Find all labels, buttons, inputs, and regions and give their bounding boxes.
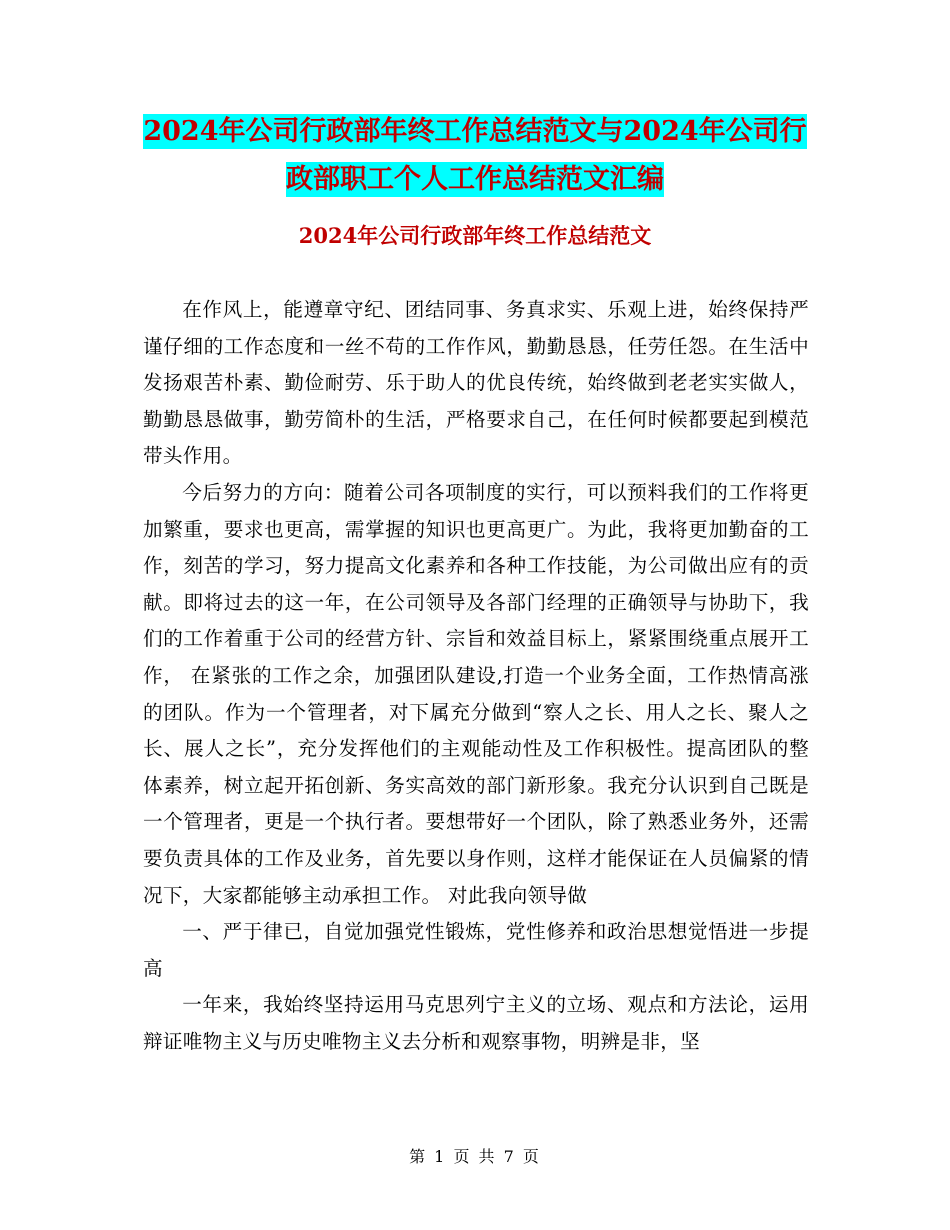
section-title: 2024年公司行政部年终工作总结范文 bbox=[298, 223, 652, 248]
main-title bbox=[140, 108, 810, 204]
paragraph: 一年来，我始终坚持运用马克思列宁主义的立场、观点和方法论，运用辩证唯物主义与历史唯物主义去分析和观察事物，明辨是非，坚 bbox=[143, 993, 809, 1053]
paragraph: 在作风上，能遵章守纪、团结同事、务真求实、乐观上进，始终保持严谨仔细的工作态度和一丝不苟的工作作风，勤勤恳恳，任劳任怨。在生活中发扬艰苦朴素、勤俭耐劳、乐于助人的优良传统，始终做到老老实实做人，勤勤恳恳做事，勤劳简朴的生活，严格要求自己，在任何时候都要起到模范带头作用。 bbox=[143, 298, 809, 468]
main-title-text: 2024年公司行政部年终工作总结范文与2024年公司行政部职工个人工作总结范文汇编 bbox=[143, 116, 807, 195]
body-text bbox=[143, 292, 809, 1060]
paragraph: 一、严于律已，自觉加强党性锻炼，党性修养和政治思想觉悟进一步提高 bbox=[143, 920, 809, 980]
paragraph: 今后努力的方向：随着公司各项制度的实行，可以预料我们的工作将更加繁重，要求也更高，需掌握的知识也更高更广。为此，我将更加勤奋的工作，刻苦的学习，努力提高文化素养和各种工作技能，为公司做出应有的贡献。即将过去的这一年，在公司领导及各部门经理的正确领导与协助下，我们的工作着重于公司的经营方针、宗旨和效益目标上，紧紧围绕重点展开工作， 在紧张的工作之余，加强团队建设,打造一个业务全面，工作热情高涨的团队。作为一个管理者，对下属充分做到“察人之长、用人之长、聚人之长、展人之长”，充分发挥他们的主观能动性及工作积极性。提高团队的整体素养，树立起开拓创新、务实高效的部门新形象。我充分认识到自己既是一个管理者，更是一个执行者。要想带好一个团队，除了熟悉业务外，还需要负责具体的工作及业务，首先要以身作则，这样才能保证在人员偏紧的情况下，大家都能够主动承担工作。 对此我向领导做 bbox=[143, 480, 809, 907]
page-footer: 第 1 页 共 7 页 bbox=[409, 1147, 541, 1166]
